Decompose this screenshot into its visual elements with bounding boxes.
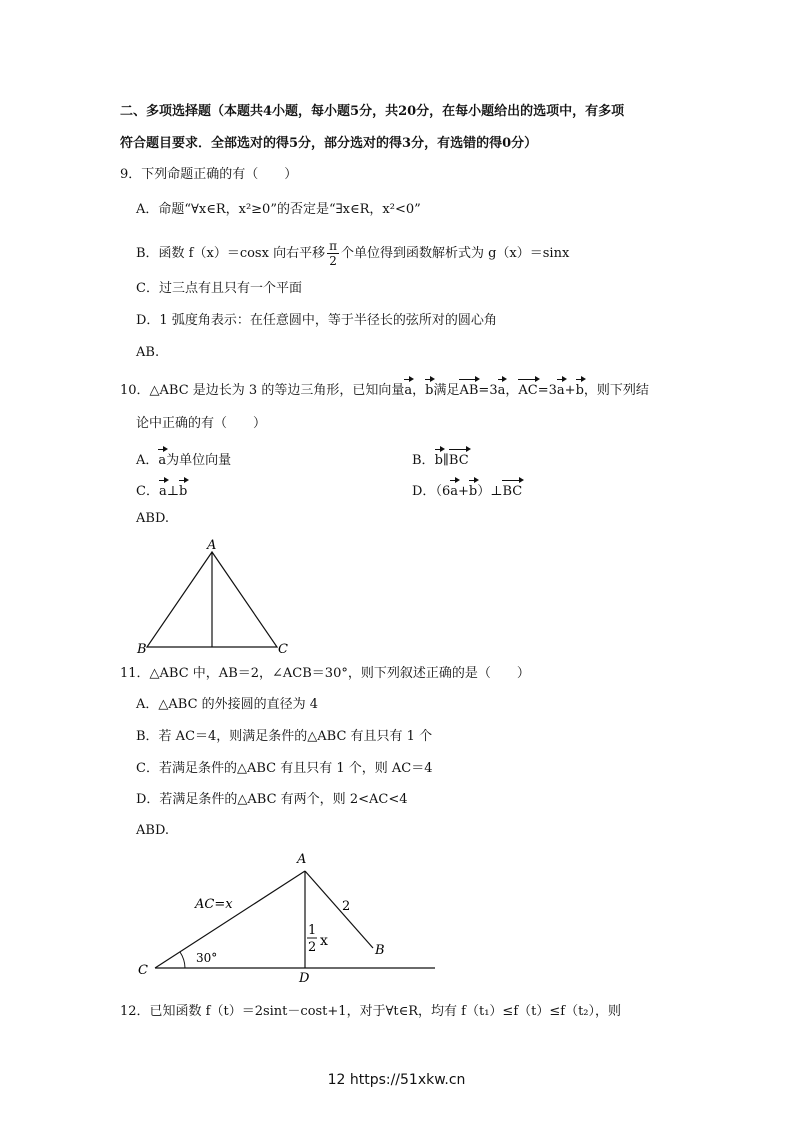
q10-option-c	[136, 478, 187, 502]
q10-stem-plus: +	[564, 383, 576, 398]
q11-option-c: C．若满足条件的△ABC 有且只有 1 个，则 AC＝4	[136, 761, 433, 776]
q10-stem-mid2: 满足	[433, 383, 460, 398]
equilateral-triangle-figure	[135, 535, 305, 660]
pi-over-2-fraction	[327, 239, 339, 268]
q11-option-a: A．△ABC 的外接圆的直径为 4	[136, 697, 319, 712]
vertex-label-b: B	[137, 642, 147, 657]
vertex-label-c: C	[278, 642, 288, 657]
q11-answer: ABD.	[136, 823, 170, 838]
vector-a: a	[450, 478, 458, 502]
q9-option-d: D．1 弧度角表示：在任意圆中，等于半径长的弦所对的圆心角	[136, 313, 497, 328]
ab-length-label: 2	[342, 899, 351, 914]
q12-stem: 12．已知函数 f（t）＝2sint－cost+1，对于∀t∈R，均有 f（t₁）≤f（t）≤f（t₂），则	[120, 1004, 622, 1019]
q10-stem-mid1: ，	[412, 383, 426, 398]
vector-a: a	[404, 377, 412, 401]
vector-b: b	[425, 377, 433, 401]
fraction-denominator: 2	[329, 254, 337, 268]
vector-bc: BC	[449, 447, 469, 471]
vertex-label-a: A	[207, 538, 217, 553]
page-footer: 12 https://51xkw.cn	[327, 1072, 466, 1088]
vector-a: a	[557, 377, 565, 401]
option-label: B．	[412, 453, 435, 468]
side-ac	[155, 871, 305, 968]
q10-stem-eq1: =3	[478, 383, 498, 398]
vertex-label-b: B	[375, 943, 385, 958]
q10-stem-sep: ，	[505, 383, 519, 398]
vector-b: b	[576, 377, 584, 401]
q9-option-a: A．命题“∀x∈R，x²≥0”的否定是“∃x∈R，x²<0”	[136, 202, 421, 217]
fraction-numerator: π	[329, 239, 337, 253]
q10-option-d-plus: +	[457, 484, 469, 499]
vertex-label-c: C	[138, 963, 148, 978]
vector-b: b	[179, 478, 187, 502]
q10-stem-post: ，则下列结	[583, 383, 649, 398]
vertex-label-d: D	[299, 971, 310, 986]
q9-option-b-pre: B．函数 f（x）＝cosx 向右平移	[136, 246, 326, 261]
q9-option-b-post: 个单位得到函数解析式为 g（x）＝sinx	[340, 246, 570, 261]
angle-arc	[180, 952, 185, 968]
q11-option-d: D．若满足条件的△ABC 有两个，则 2<AC<4	[136, 792, 408, 807]
q10-option-d-close: ）⊥	[477, 484, 503, 499]
q9-option-c: C．过三点有且只有一个平面	[136, 281, 302, 296]
section-heading-line1: 二、多项选择题（本题共4小题，每小题5分，共20分，在每小题给出的选项中，有多项	[120, 104, 625, 119]
perpendicular-symbol: ⊥	[166, 484, 179, 499]
ac-equals-x-label: AC=x	[195, 897, 233, 912]
vector-ac: AC	[518, 377, 537, 401]
vector-a: a	[498, 377, 506, 401]
angle-30-label: 30°	[196, 951, 218, 965]
vector-b: b	[469, 478, 477, 502]
vector-bc: BC	[502, 478, 522, 502]
half-variable: x	[320, 933, 328, 949]
vector-ab: AB	[459, 377, 478, 401]
vector-b: b	[435, 447, 443, 471]
q10-option-a-text: 为单位向量	[166, 453, 232, 468]
q11-stem: 11．△ABC 中，AB＝2，∠ACB＝30°，则下列叙述正确的是（ ）	[120, 666, 530, 681]
q9-option-b	[136, 238, 569, 270]
vector-a: a	[158, 447, 166, 471]
triangle-30deg-figure	[130, 848, 440, 986]
q11-option-b: B．若 AC＝4，则满足条件的△ABC 有且只有 1 个	[136, 729, 433, 744]
half-denominator: 2	[308, 940, 317, 955]
q10-option-b	[412, 447, 469, 471]
q10-answer: ABD.	[136, 511, 170, 526]
q10-option-a	[136, 447, 231, 471]
parallel-symbol: ∥	[442, 453, 449, 468]
section-heading-line2: 符合题目要求．全部选对的得5分，部分选对的得3分，有选错的得0分）	[120, 136, 538, 151]
q10-stem-line1	[120, 377, 649, 401]
q9-answer: AB.	[136, 345, 160, 360]
q10-option-d	[412, 478, 522, 502]
q10-stem-pre: 10．△ABC 是边长为 3 的等边三角形，已知向量	[120, 383, 405, 398]
option-label: A．	[136, 453, 159, 468]
q10-stem-eq2: =3	[537, 383, 557, 398]
half-numerator: 1	[308, 923, 317, 938]
option-label: D．	[412, 484, 436, 499]
vector-a: a	[159, 478, 167, 502]
q9-stem: 9．下列命题正确的有（ ）	[120, 167, 298, 182]
vertex-label-a: A	[297, 852, 307, 867]
option-label: C．	[136, 484, 159, 499]
q10-option-d-open: （6	[435, 484, 451, 499]
q10-stem-line2: 论中正确的有（ ）	[136, 416, 267, 431]
